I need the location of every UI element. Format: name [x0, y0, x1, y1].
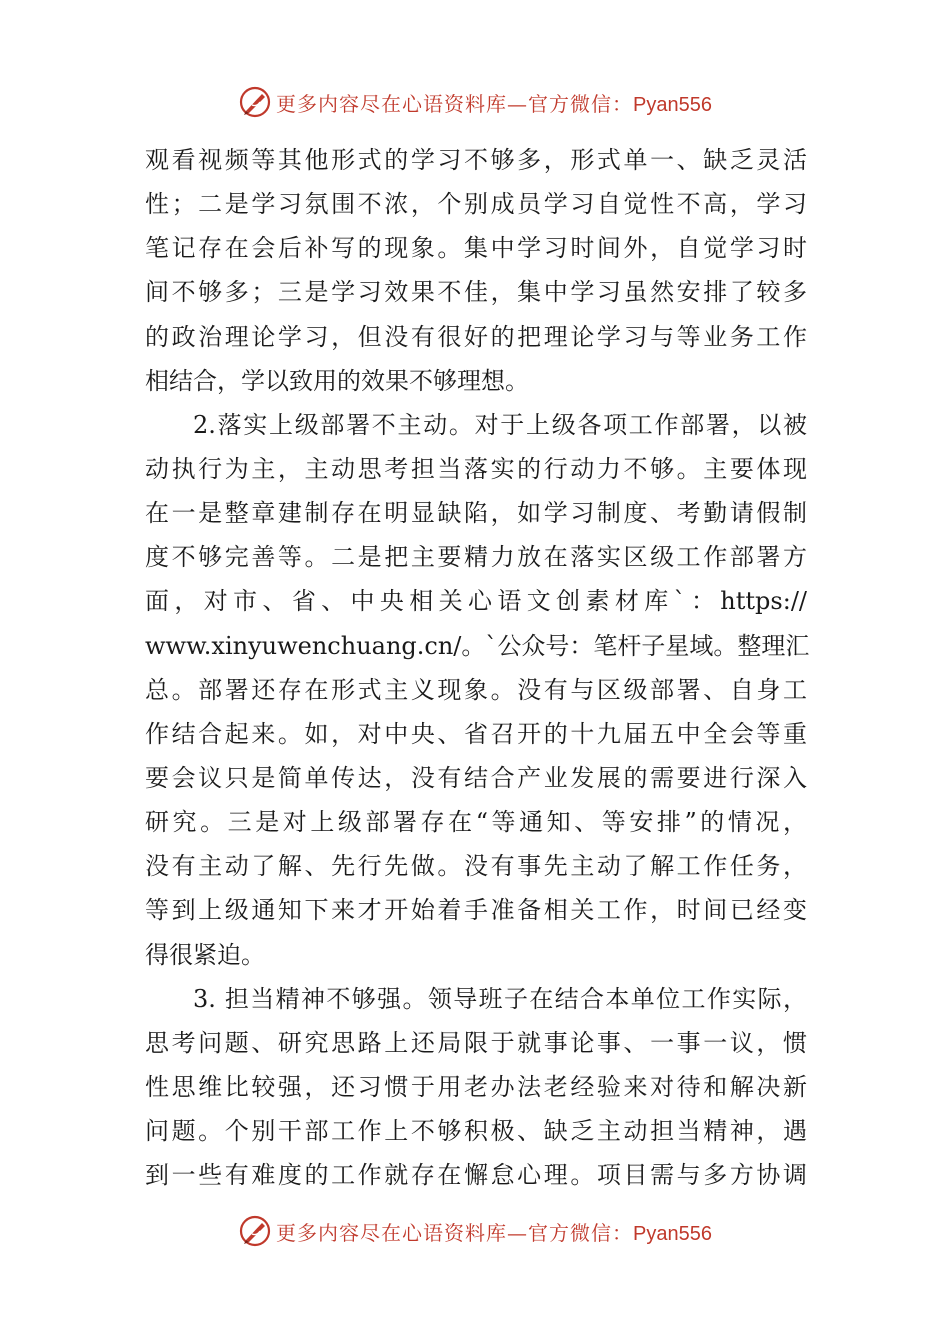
text-line: 性思维比较强，还习惯于用老办法老经验来对待和解决新: [145, 1072, 807, 1101]
pen-logo-icon: [238, 1214, 272, 1248]
text-line: 问题。个别干部工作上不够积极、缺乏主动担当精神，遇: [145, 1117, 807, 1146]
text-line: 相结合，学以致用的效果不够理想。: [145, 366, 529, 395]
document-body: [145, 138, 810, 1197]
pen-logo-icon: [238, 85, 272, 119]
text-line: 间不够多；三是学习效果不佳，集中学习虽然安排了较多: [145, 278, 807, 307]
text-line-with-url: 面，对市、省、中央相关心语文创素材库`：https://: [145, 587, 807, 616]
text-line: 动执行为主，主动思考担当落实的行动力不够。主要体现: [145, 454, 807, 483]
text-line: 作结合起来。如，对中央、省召开的十九届五中全会等重: [145, 719, 807, 748]
url-line: www.xinyuwenchuang.cn/。`公众号：笔杆子星域。整理汇: [145, 631, 810, 660]
footer-banner: [0, 1211, 950, 1251]
text-line: 思考问题、研究思路上还局限于就事论事、一事一议，惯: [145, 1028, 807, 1057]
text-line: 观看视频等其他形式的学习不够多，形式单一、缺乏灵活: [145, 146, 807, 174]
text-line: 等到上级通知下来才开始着手准备相关工作，时间已经变: [145, 896, 807, 925]
header-banner-text: 更多内容尽在心语资料库—官方微信：Pyan556: [276, 91, 712, 116]
text-line: 性；二是学习氛围不浓，个别成员学习自觉性不高，学习: [145, 190, 807, 219]
text-line: 在一是整章建制存在明显缺陷，如学习制度、考勤请假制: [145, 499, 807, 528]
header-banner: [0, 82, 950, 122]
wechat-handle: Pyan556: [633, 1222, 712, 1245]
footer-banner-text: 更多内容尽在心语资料库—官方微信：Pyan556: [276, 1220, 712, 1245]
text-line: 到一些有难度的工作就存在懈怠心理。项目需与多方协调: [145, 1161, 807, 1190]
text-line: 度不够完善等。二是把主要精力放在落实区级工作部署方: [145, 543, 807, 572]
text-line: 的政治理论学习，但没有很好的把理论学习与等业务工作: [145, 322, 807, 351]
text-line: 研究。三是对上级部署存在“等通知、等安排”的情况，: [145, 808, 807, 837]
text-line: 没有主动了解、先行先做。没有事先主动了解工作任务，: [145, 852, 807, 881]
paragraph-2-first-line: 2.落实上级部署不主动。对于上级各项工作部署，以被: [193, 410, 807, 439]
text-line: 得很紧迫。: [145, 940, 265, 969]
wechat-handle: Pyan556: [633, 93, 712, 116]
text-line: 要会议只是简单传达，没有结合产业发展的需要进行深入: [145, 763, 807, 792]
paragraph-3-first-line: 3. 担当精神不够强。领导班子在结合本单位工作实际，: [193, 984, 807, 1013]
text-line: 笔记存在会后补写的现象。集中学习时间外，自觉学习时: [145, 234, 807, 263]
text-line: 总。部署还存在形式主义现象。没有与区级部署、自身工: [145, 675, 807, 704]
